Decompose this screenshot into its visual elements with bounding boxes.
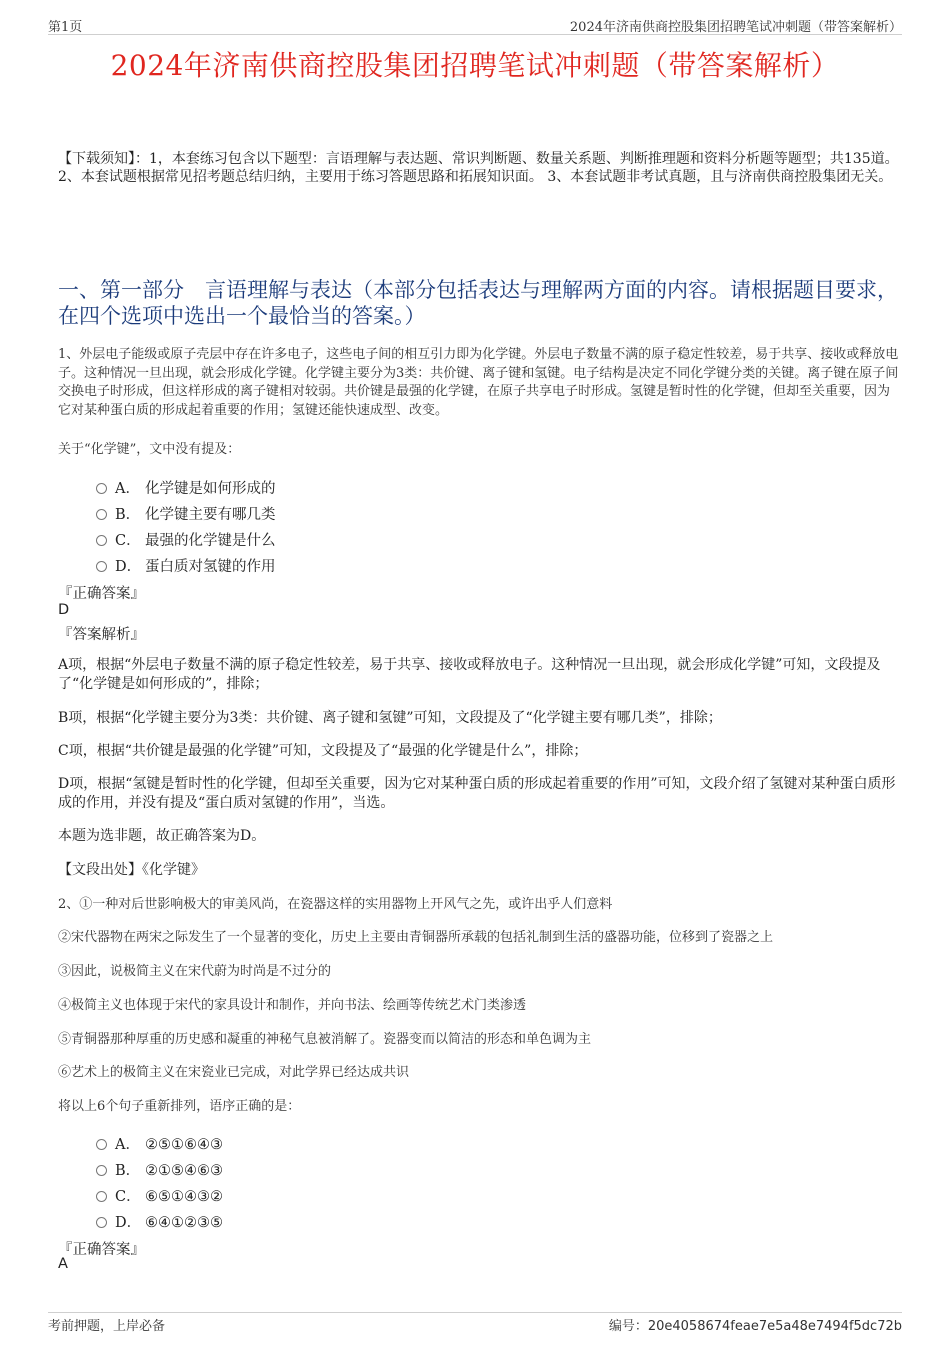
- q2-question: 将以上6个句子重新排列，语序正确的是：: [58, 1099, 301, 1114]
- footer-slogan: 考前押题，上岸必备: [48, 1319, 166, 1334]
- section-title: 一、第一部分 言语理解与表达（本部分包括表达与理解两方面的内容。请根据题目要求，在四个选项中选出一个最恰当的答案。）: [58, 278, 898, 328]
- q2-option-b[interactable]: B． ②①⑤④⑥③: [96, 1159, 223, 1180]
- radio-icon[interactable]: [96, 1217, 107, 1228]
- radio-icon[interactable]: [96, 483, 107, 494]
- q2-sentence-4: ④极简主义也体现于宋代的家具设计和制作，并向书法、绘画等传统艺术门类渗透: [58, 998, 527, 1013]
- radio-icon[interactable]: [96, 561, 107, 572]
- q2-sentence-3: ③因此，说极简主义在宋代蔚为时尚是不过分的: [58, 964, 332, 979]
- radio-icon[interactable]: [96, 1191, 107, 1202]
- radio-icon[interactable]: [96, 1165, 107, 1176]
- q2-option-a[interactable]: A． ②⑤①⑥④③: [96, 1133, 223, 1154]
- q1-answer-label: 『正确答案』: [58, 586, 145, 602]
- q1-analysis-label: 『答案解析』: [58, 627, 145, 643]
- page-footer: [48, 1312, 902, 1334]
- q2-sentence-2: ②宋代器物在两宋之际发生了一个显著的变化，历史上主要由青铜器所承载的包括礼制到生活的盛器功能，位移到了瓷器之上: [58, 930, 774, 945]
- header-doc-title: 2024年济南供商控股集团招聘笔试冲刺题（带答案解析）: [569, 20, 902, 35]
- q1-answer: D: [58, 602, 70, 618]
- q2-sentence-1: 2、①一种对后世影响极大的审美风尚，在瓷器这样的实用器物上开风气之先，或许出乎人们意料: [58, 897, 613, 912]
- radio-icon[interactable]: [96, 535, 107, 546]
- q1-option-b[interactable]: B． 化学键主要有哪几类: [96, 503, 276, 524]
- q2-option-d[interactable]: D． ⑥④①②③⑤: [96, 1211, 223, 1232]
- q2-answer: A: [58, 1256, 68, 1272]
- footer-id: [609, 1315, 902, 1334]
- q1-analysis-b: B项，根据“化学键主要分为3类：共价键、离子键和氢键”可知，文段提及了“化学键主要有哪几类”，排除；: [58, 710, 722, 726]
- q1-option-a[interactable]: A． 化学键是如何形成的: [96, 477, 276, 498]
- q1-question: 关于“化学键”，文中没有提及：: [58, 442, 241, 457]
- page-header: [48, 14, 902, 35]
- footer-id-label: 编号：: [608, 1319, 648, 1334]
- q1-option-c[interactable]: C． 最强的化学键是什么: [96, 529, 276, 550]
- q1-analysis-c: C项，根据“共价键是最强的化学键”可知，文段提及了“最强的化学键是什么”，排除；: [58, 743, 588, 759]
- download-notice: 【下载须知】：1，本套练习包含以下题型：言语理解与表达题、常识判断题、数量关系题、判断推理题和资料分析题等题型；共135道。 2、本套试题根据常见招考题总结归纳，主要用于练习答题思路和拓展知识面。 3、本套试题非考试真题，且与济南供商控股集团无关。: [58, 151, 899, 185]
- q2-answer-label: 『正确答案』: [58, 1242, 145, 1258]
- q1-analysis-a: A项，根据“外层电子数量不满的原子稳定性较差，易于共享、接收或释放电子。这种情况一旦出现，就会形成化学键”可知，文段提及了“化学键是如何形成的”，排除；: [58, 657, 881, 692]
- q2-sentence-6: ⑥艺术上的极简主义在宋瓷业已完成，对此学界已经达成共识: [58, 1065, 410, 1080]
- q1-analysis-d: D项，根据“氢键是暂时性的化学键，但却至关重要，因为它对某种蛋白质的形成起着重要的作用”可知，文段介绍了氢键对某种蛋白质形成的作用，并没有提及“蛋白质对氢键的作用”，当选。: [58, 776, 896, 811]
- page-number: 第1页: [48, 20, 83, 35]
- document-title: 2024年济南供商控股集团招聘笔试冲刺题（带答案解析）: [110, 49, 840, 82]
- q2-sentence-5: ⑤青铜器那种厚重的历史感和凝重的神秘气息被消解了。瓷器变而以简洁的形态和单色调为主: [58, 1032, 592, 1047]
- q1-analysis-conclusion: 本题为选非题，故正确答案为D。: [58, 828, 266, 844]
- radio-icon[interactable]: [96, 509, 107, 520]
- q1-option-d[interactable]: D． 蛋白质对氢键的作用: [96, 555, 276, 576]
- radio-icon[interactable]: [96, 1139, 107, 1150]
- q1-passage: 1、外层电子能级或原子壳层中存在许多电子，这些电子间的相互引力即为化学键。外层电子数量不满的原子稳定性较差，易于共享、接收或释放电子。这种情况一旦出现，就会形成化学键。化学键主要分为3类：共价键、离子键和氢键。电子结构是决定不同化学键分类的关键。离子键在原子间交换电子时形成，但这样形成的离子键相对较弱。共价键是最强的化学键，在原子共享电子时形成。氢键是暂时性的化学键，但却至关重要，因为它对某种蛋白质的形成起着重要的作用；氢键还能快速成型、改变。: [58, 347, 899, 418]
- q1-source: 【文段出处】《化学键》: [58, 862, 205, 878]
- footer-id-code: 20e4058674feae7e5a48e7494f5dc72b: [647, 1319, 902, 1334]
- q2-option-c[interactable]: C． ⑥⑤①④③②: [96, 1185, 223, 1206]
